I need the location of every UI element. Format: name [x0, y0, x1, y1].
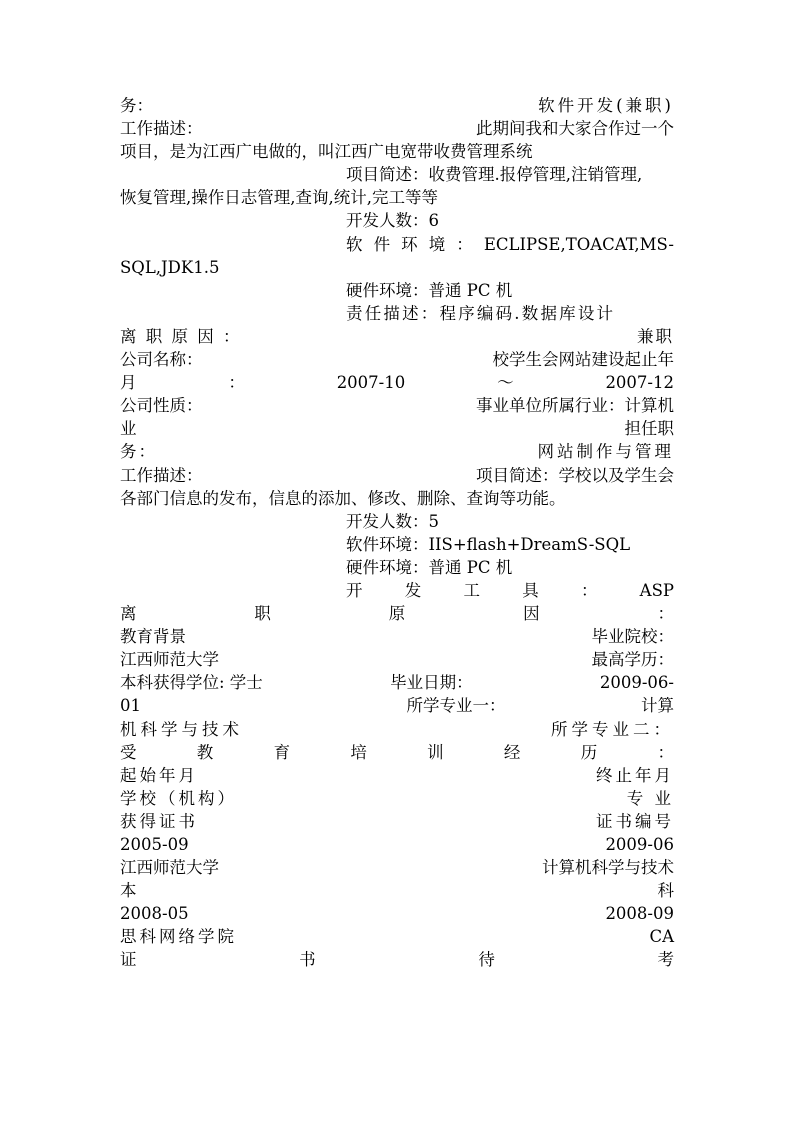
text-segment: 培 — [350, 742, 367, 762]
text-segment: 2007-12 — [605, 373, 674, 393]
text-line — [120, 856, 674, 879]
text-line — [120, 325, 674, 348]
text-line — [120, 671, 674, 694]
text-segment: 本 — [120, 881, 137, 901]
text-segment: 工 — [463, 580, 480, 600]
text-segment: 务： — [120, 442, 157, 462]
text-segment: 离 职 原 因 ： — [120, 326, 242, 346]
text-line — [120, 94, 674, 117]
text-line — [120, 787, 674, 810]
text-segment: 硬件环境：普通 PC 机 — [346, 280, 513, 300]
text-segment: 2009-06 — [605, 835, 674, 854]
text-segment: 担任职 — [624, 419, 674, 439]
text-line — [120, 925, 674, 948]
text-segment: 经 — [503, 742, 521, 762]
text-line — [120, 533, 674, 556]
text-line — [120, 163, 674, 186]
text-segment: 证书编号 — [596, 811, 674, 831]
text-line — [120, 810, 674, 833]
text-line — [120, 694, 674, 717]
text-segment: ： — [657, 604, 674, 624]
text-segment: 此期间我和大家合作过一个 — [476, 119, 674, 139]
text-segment: 2008-09 — [605, 904, 674, 924]
text-line — [120, 741, 674, 764]
text-line — [120, 718, 674, 741]
text-segment: 最高学历： — [591, 650, 674, 670]
text-segment: 考 — [657, 950, 674, 970]
text-line — [120, 233, 674, 256]
text-segment: 教 — [196, 742, 214, 762]
text-segment: SQL,JDK1.5 — [120, 257, 220, 277]
text-segment: 计算 — [641, 696, 674, 716]
text-segment: 网站制作与管理 — [537, 442, 674, 462]
text-line — [120, 279, 674, 302]
text-segment: 开发人数：5 — [346, 511, 439, 531]
text-segment: 公司性质： — [120, 396, 203, 416]
text-segment: 江西师范大学 — [120, 650, 219, 670]
text-segment: CA — [649, 927, 674, 947]
text-segment: 因 — [523, 604, 540, 624]
text-segment: 起始年月 — [120, 765, 198, 785]
text-segment: ： — [657, 742, 674, 762]
text-line — [120, 833, 674, 856]
text-line — [120, 394, 674, 417]
text-segment: 月 — [120, 373, 137, 393]
text-segment: 所学专业二： — [551, 719, 674, 739]
text-segment: 2008-05 — [120, 904, 189, 924]
text-segment: 思科网络学院 — [120, 927, 237, 947]
text-segment: ： — [580, 580, 598, 600]
text-segment: 01 — [120, 696, 141, 716]
text-segment: 书 — [299, 950, 316, 970]
text-segment: 学校（机构） — [120, 788, 237, 808]
text-segment: 具 — [522, 580, 539, 600]
text-segment: 公司名称： — [120, 350, 203, 370]
text-segment: 兼职 — [637, 326, 674, 346]
text-segment: 机科学与技术 — [120, 719, 243, 739]
text-segment: 恢复管理,操作日志管理,查询,统计,完工等等 — [120, 188, 438, 208]
text-segment: 工作描述： — [120, 465, 203, 485]
text-line — [120, 464, 674, 487]
text-segment: 训 — [427, 742, 444, 762]
text-line — [120, 487, 674, 510]
text-line — [120, 117, 674, 140]
text-segment: 事业单位所属行业：计算机 — [476, 396, 674, 416]
text-line — [120, 371, 674, 394]
text-line — [120, 440, 674, 463]
text-segment: 软件环境：IIS+flash+DreamS-SQL — [346, 534, 631, 554]
text-segment: 开发人数：6 — [346, 211, 439, 231]
text-segment: 江西师范大学 — [120, 858, 219, 878]
text-line — [120, 625, 674, 648]
text-segment: 各部门信息的发布，信息的添加、修改、删除、查询等功能。 — [120, 488, 566, 508]
text-segment: ASP — [639, 580, 674, 600]
text-segment: 软 件 环 境 ： ECLIPSE,TOACAT,MS- — [346, 234, 674, 254]
text-segment: ～ — [497, 373, 514, 393]
text-segment: 工作描述： — [120, 119, 203, 139]
text-segment: 计算机科学与技术 — [542, 858, 674, 878]
text-segment: 校学生会网站建设起止年 — [492, 350, 674, 370]
text-segment: 2007-10 — [336, 373, 406, 393]
text-segment: 项目简述：学校以及学生会 — [476, 465, 674, 485]
text-segment: 项目简述：收费管理.报停管理,注销管理, — [346, 165, 643, 185]
text-segment: 开 — [346, 580, 363, 600]
text-segment: 教育背景 — [120, 627, 186, 647]
text-segment: 责任描述：程序编码.数据库设计 — [346, 303, 616, 323]
text-segment: 毕业日期： — [390, 673, 473, 693]
text-line — [120, 602, 674, 625]
text-segment: 务： — [120, 96, 153, 115]
text-segment: 发 — [404, 580, 422, 600]
text-segment: 职 — [254, 604, 271, 624]
text-segment: 证 — [120, 950, 137, 970]
text-line — [120, 556, 674, 579]
resume-document — [120, 94, 674, 972]
text-segment: 终止年月 — [596, 765, 674, 785]
text-segment: 受 — [120, 742, 137, 762]
text-segment: 科 — [657, 881, 674, 901]
text-line — [120, 209, 674, 232]
text-line — [120, 879, 674, 902]
text-segment: 待 — [478, 950, 495, 970]
text-line — [120, 348, 674, 371]
text-line — [120, 648, 674, 671]
text-segment: 离 — [120, 604, 137, 624]
text-line — [120, 510, 674, 533]
text-segment: ： — [228, 373, 245, 393]
text-segment: 软件开发(兼职) — [538, 96, 674, 115]
text-line — [120, 417, 674, 440]
text-segment: 原 — [388, 604, 406, 624]
text-segment: 本科获得学位: 学士 — [120, 673, 263, 693]
text-segment: 硬件环境：普通 PC 机 — [346, 557, 513, 577]
text-line — [120, 186, 674, 209]
text-segment: 所学专业一： — [406, 696, 506, 716]
text-segment: 2009-06- — [599, 673, 674, 693]
text-segment: 项目，是为江西广电做的，叫江西广电宽带收费管理系统 — [120, 142, 533, 162]
text-line — [120, 579, 674, 602]
text-segment: 专 业 — [626, 788, 674, 808]
text-line — [120, 302, 674, 325]
text-segment: 获得证书 — [120, 811, 198, 831]
text-line — [120, 764, 674, 787]
text-line — [120, 256, 674, 279]
text-segment: 毕业院校： — [591, 627, 674, 647]
text-line — [120, 948, 674, 971]
text-segment: 历 — [580, 742, 598, 762]
text-line — [120, 140, 674, 163]
text-segment: 2005-09 — [120, 835, 189, 854]
text-line — [120, 902, 674, 925]
text-segment: 业 — [120, 419, 137, 439]
text-segment: 育 — [273, 742, 291, 762]
